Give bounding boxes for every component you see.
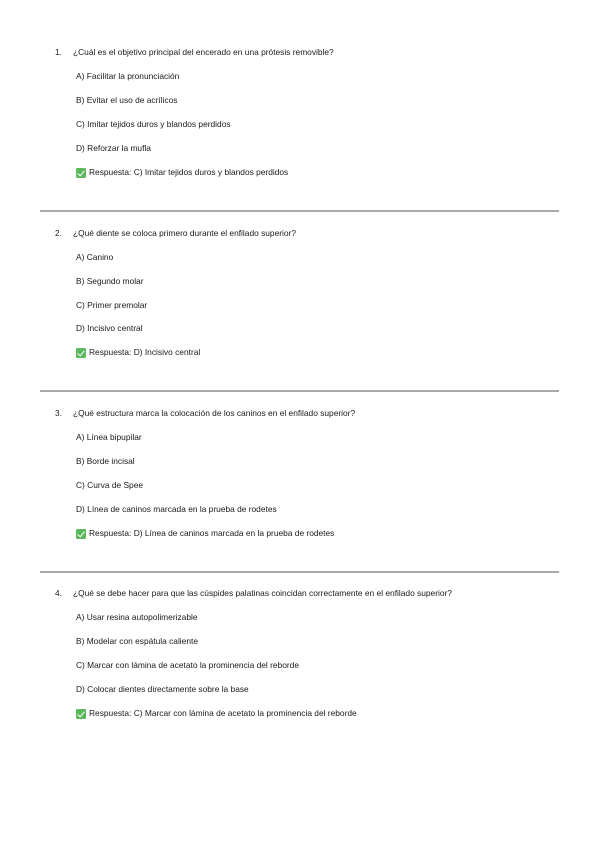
option-a: A) Canino [76,252,114,262]
option-b: B) Borde incisal [76,456,135,466]
check-mark-icon [76,529,86,539]
question-text [55,47,334,58]
question-text [55,408,355,419]
question-prompt: ¿Qué se debe hacer para que las cúspides palatinas coincidan correctamente en el enfilado superior? [73,588,452,598]
answer-line [76,528,334,539]
option-c: C) Imitar tejidos duros y blandos perdidos [76,119,231,129]
option-a: A) Línea bipupilar [76,432,142,442]
answer-line [76,347,200,358]
answer-text: Respuesta: C) Imitar tejidos duros y blandos perdidos [89,167,289,177]
option-c: C) Marcar con lámina de acetato la prominencia del reborde [76,660,299,670]
question-prompt: ¿Cuál es el objetivo principal del encerado en una prótesis removible? [73,47,334,57]
question-prompt: ¿Qué estructura marca la colocación de los caninos en el enfilado superior? [73,408,356,418]
option-d: D) Incisivo central [76,323,143,333]
option-c: C) Curva de Spee [76,480,144,490]
check-mark-icon [76,348,86,358]
option-d: D) Reforzar la mufla [76,143,151,153]
answer-text: Respuesta: C) Marcar con lámina de acetato la prominencia del reborde [89,708,357,718]
option-c: C) Primer premolar [76,300,148,310]
question-prompt: ¿Qué diente se coloca primero durante el enfilado superior? [73,228,296,238]
option-b: B) Segundo molar [76,276,144,286]
divider [40,571,559,573]
option-a: A) Usar resina autopolimerizable [76,612,198,622]
divider [40,210,559,212]
option-d: D) Colocar dientes directamente sobre la base [76,684,249,694]
check-mark-icon [76,709,86,719]
option-b: B) Modelar con espátula caliente [76,636,198,646]
question-number: 4. [55,588,62,598]
check-mark-icon [76,168,86,178]
question-number: 2. [55,228,62,238]
option-d: D) Línea de caninos marcada en la prueba de rodetes [76,504,277,514]
question-number: 3. [55,408,62,418]
option-b: B) Evitar el uso de acrílicos [76,95,178,105]
question-text [55,228,296,239]
question-text [55,588,452,599]
question-number: 1. [55,47,62,57]
answer-line [76,708,357,719]
answer-text: Respuesta: D) Incisivo central [89,347,201,357]
answer-text: Respuesta: D) Línea de caninos marcada en la prueba de rodetes [89,528,335,538]
divider [40,390,559,392]
answer-line [76,167,288,178]
option-a: A) Facilitar la pronunciación [76,71,180,81]
